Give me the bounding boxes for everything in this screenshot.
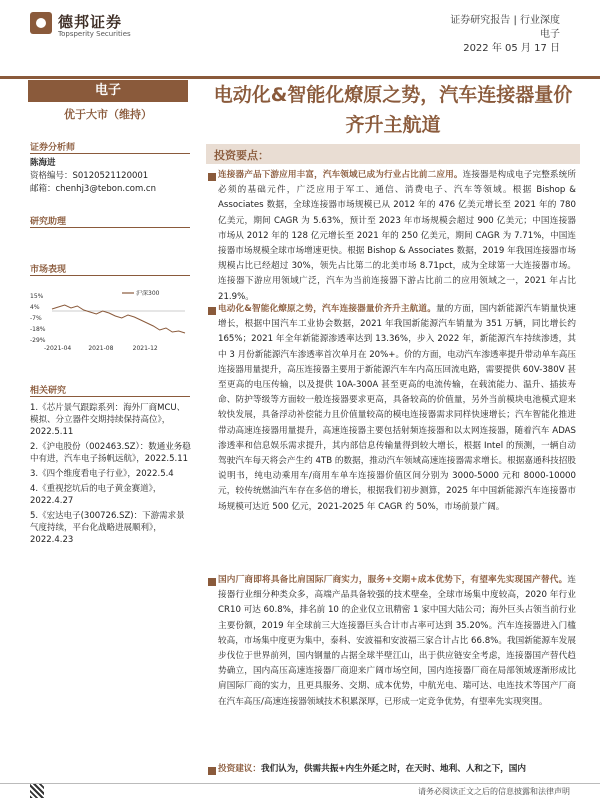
x-tick-label: 2021-08 xyxy=(88,345,114,352)
investment-header: 投资要点： xyxy=(214,149,269,162)
point-1 xyxy=(218,168,576,305)
analyst-email[interactable]: 邮箱：chenhj3@tebon.com.cn xyxy=(30,184,156,194)
related-list xyxy=(30,402,192,549)
point-lead: 投资建议： xyxy=(218,764,261,774)
analyst-name: 陈海进 xyxy=(30,158,56,168)
market-title: 市场表现 xyxy=(30,265,67,275)
y-tick-label: -29% xyxy=(30,337,46,344)
footer-divider xyxy=(0,783,600,784)
qr-code-icon xyxy=(30,784,44,798)
point-body: 连接器行业细分种类众多，高端产品具备较强的技术壁垒，全球市场集中度较高，2020 年行业 CR10 可达 60.8%，排名前 10 的企业仅立讯精密 1 家中国大陆公司；海外巨头占领当前行业主要份额，2019 年全球前三大连接器巨头合计市占率可达到 35.20%。汽车连接器进入门槛较高，市场集中度更为集中，泰科、安波福和安波福三家合计占比 66.8%。我国新能源车发展步伐位于世界前列，国内钢量的占据全球半壁江山，出于供应链安全考虑，连接器国产替代趋势确立，国内高压高速连接器厂商迎来广阔市场空间，国内连接器厂商在局部领域逐渐形成比肩国际厂商的实力，且更具服务、交期、成本优势，中航光电、瑞可达、电连技术等国产厂商在汽车高压/高速连接器领域技术积累深厚，已形成一定竞争优势，有望率先实现突围。 xyxy=(218,575,577,707)
divider xyxy=(30,227,190,228)
divider xyxy=(30,275,190,276)
bullet-icon xyxy=(208,767,216,775)
rating: 优于大市（维持） xyxy=(64,108,152,121)
market-chart xyxy=(30,290,190,352)
assistant-title: 研究助理 xyxy=(30,217,67,227)
point-lead: 国内厂商即将具备比肩国际厂商实力，服务+交期+成本优势下，有望率先实现国产替代。 xyxy=(218,575,568,585)
related-title: 相关研究 xyxy=(30,386,67,396)
divider xyxy=(30,153,190,154)
header-divider xyxy=(0,76,600,79)
bullet-icon xyxy=(208,307,216,315)
point-lead: 连接器产品下游应用丰富，汽车领域已成为行业占比前二应用。 xyxy=(218,170,463,180)
report-date: 2022 年 05 月 17 日 xyxy=(463,43,560,54)
y-tick-label: -18% xyxy=(30,326,46,333)
analyst-title: 证券分析师 xyxy=(30,143,76,153)
brand-name-en: Topsperity Securities xyxy=(58,30,131,38)
report-title: 电动化&智能化燎原之势，汽车连接器量价齐升主航道 xyxy=(213,84,573,136)
disclaimer: 请务必阅读正文之后的信息披露和法律声明 xyxy=(418,787,570,796)
report-sector: 电子 xyxy=(540,29,560,40)
related-item[interactable]: 4.《重视挖坑后的电子黄金赛道》，2022.4.27 xyxy=(30,484,162,506)
related-item[interactable]: 2.《沪电股份（002463.SZ）：数通业务稳中有进，汽车电子扬帆远航》，2022.5.11 xyxy=(30,442,191,464)
logo-icon xyxy=(30,12,52,34)
x-tick-label: 2021-12 xyxy=(132,345,158,352)
point-4 xyxy=(218,762,576,778)
series-line xyxy=(52,305,185,333)
related-item[interactable]: 1.《芯片景气跟踪系列：海外厂商MCU、模拟、分立器件交期持续保持高位》，2022.5.11 xyxy=(30,403,186,437)
related-item[interactable]: 3.《四个维度看电子行业》，2022.5.4 xyxy=(30,469,174,479)
bullet-icon xyxy=(208,173,216,181)
y-tick-label: 15% xyxy=(30,293,44,300)
report-header xyxy=(450,14,560,56)
point-body: 连接器是构成电子完整系统所必须的基础元件，广泛应用于军工、通信、消费电子、汽车等领域。根据 Bishop & Associates 数据，全球连接器市场规模已从 2012 年的 476 亿美元增长至 2021 年的 780 亿美元，期间 CAGR 为 5.63%，预计至 2023 年市场规模会超过 900 亿美元；中国连接器市场从 2012 年的 128 亿元增长至 2021 年的 250 亿美元，期间 CAGR 为 7.71%，中国连接器市场规模全球市场增速更快。根据 Bishop & Associates 数据，2019 年我国连接器市场规模占比已经超过 30%，领先占比第二的北美市场 8.71pct，成为全球第一大连接器市场。连接器下游应用领域广泛，汽车为当前连接器下游占比前二的应用领域之一，2021 年占比 21.9%。 xyxy=(218,170,576,302)
sector-label: 电子 xyxy=(28,80,188,102)
point-body: 量的方面，国内新能源汽车销量快速增长，根据中国汽车工业协会数据，2021 年我国新能源汽车销量为 351 万辆，同比增长约 165%；2021 年全年新能源渗透率达到 13.36%，步入 2022 年，新能源汽车持续渗透，其中 3 月份新能源汽车渗透率首次单月在 20%+。价的方面，电动汽车渗透率提升带动单车高压连接器用量提升，高压连接器主要用于新能源汽车车内高压回流电路，需要提供 60V-380V 甚至更高的电压传输，以及提供 10A-300A 甚至更高的电流传输，在载流能力、温升、插拔寿命、防护等级等方面较一般连接器要求更高，具备较高的价值量，另外当前模块电池模式迎来较快发展，具备浮动补偿能力且价值量较高的模电连接器需求同样快速增长；汽车智能化推进带动高速连接器用量提升，高速连接器主要包括射频连接器和以太网连接器，随着汽车 ADAS 渗透率和信息娱乐需求提升，其内部信息传输量得到较大增长，根据 Intel 的预测，一辆自动驾驶汽车每天将会产生约 4TB 的数据，推动汽车领域高速连接器需求增长。根据嘉通科技招股说明书，纯电动乘用车/商用车单车连接器价值区间分别为 3000-5000 元和 8000-10000 元，较传统燃油汽车存在多倍的增长，根据我们初步测算，2025 年中国新能源汽车连接器市场规模可达近 500 亿元，2021-2025 年 CAGR 约 50%，市场前景广阔。 xyxy=(218,304,576,512)
divider xyxy=(30,396,190,397)
y-tick-label: -7% xyxy=(30,315,42,322)
analyst-cert: 资格编号：S0120521120001 xyxy=(30,171,149,181)
bullet-icon xyxy=(208,578,216,586)
x-tick-label: -2021-04 xyxy=(44,345,72,352)
report-type: 证券研究报告 | 行业深度 xyxy=(450,15,560,26)
brand-name: 德邦证券 xyxy=(58,13,123,31)
y-tick-label: 4% xyxy=(30,304,40,311)
point-2 xyxy=(218,302,576,515)
point-lead: 电动化&智能化燎原之势，汽车连接器量价齐升主航道。 xyxy=(218,304,436,314)
legend-label: 沪深300 xyxy=(136,290,160,297)
point-body: 我们认为，供需共振+内生外延之时，在天时、地利、人和之下，国内 xyxy=(260,764,526,774)
point-3 xyxy=(218,573,576,710)
related-item[interactable]: 5.《宏达电子(300726.SZ)：下游需求景气度持续，平台化战略进展顺利》，2022.4.23 xyxy=(30,511,185,545)
